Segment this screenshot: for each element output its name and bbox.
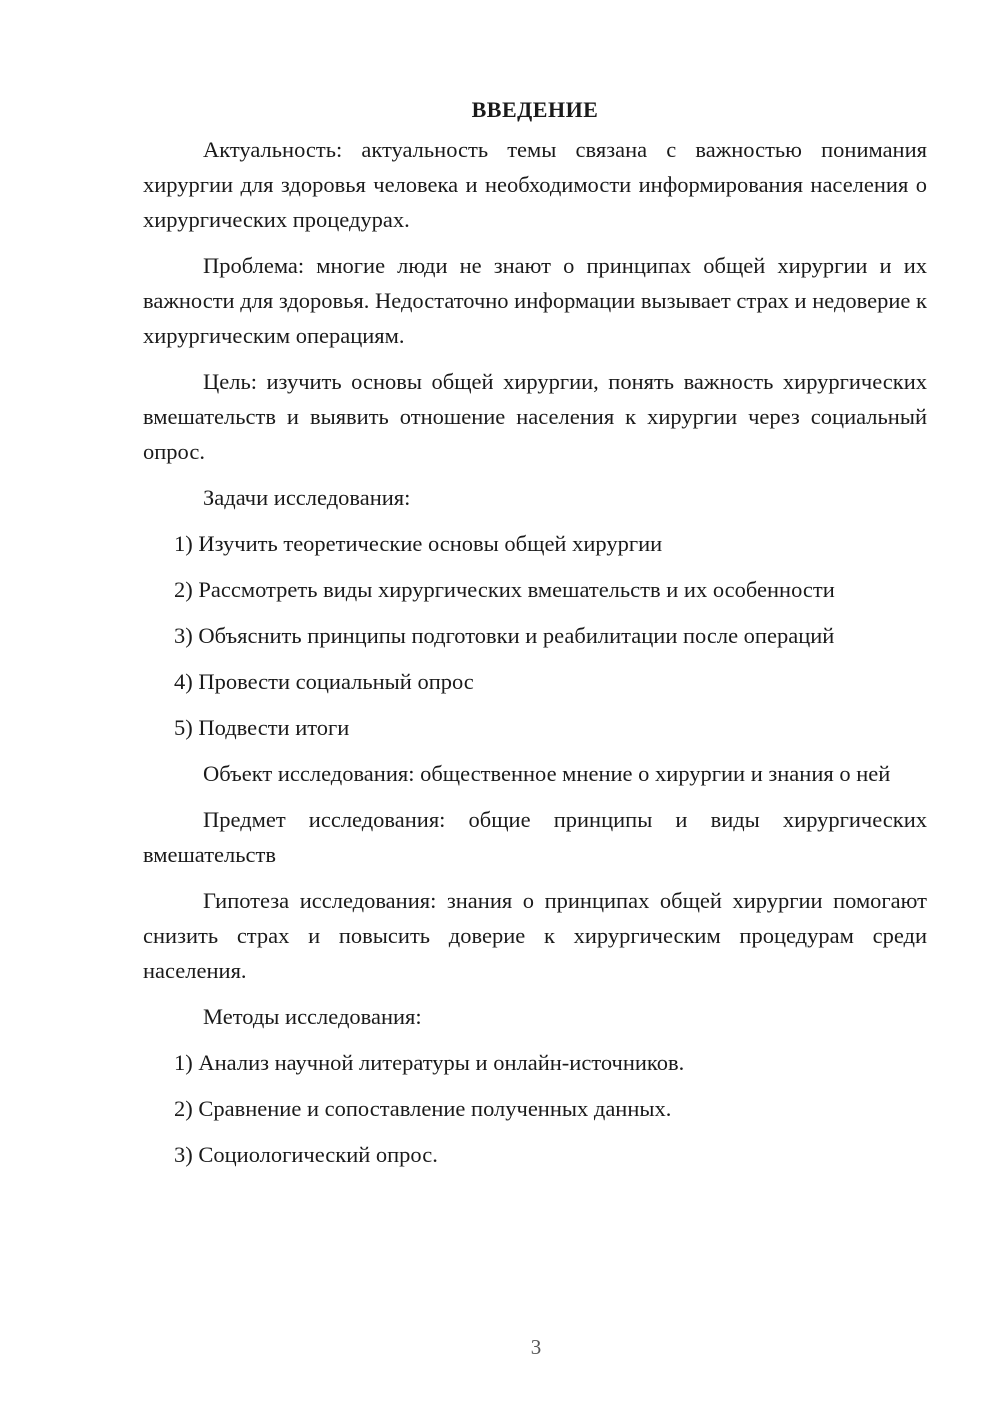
problem-paragraph: Проблема: многие люди не знают о принципах общей хирургии и их важности для здоровья. Недостаточно информации вызывает страх и недоверие к хирургическим операциям. xyxy=(143,253,927,348)
relevance-paragraph: Актуальность: актуальность темы связана с важностью понимания хирургии для здоровья человека и необходимости информирования населения о хирургических процедурах. xyxy=(143,137,927,232)
methods-list xyxy=(143,1045,927,1172)
research-object-paragraph: Объект исследования: общественное мнение о хирургии и знания о ней xyxy=(203,761,891,786)
tasks-list xyxy=(143,526,927,745)
task-item: 5) Подвести итоги xyxy=(174,715,350,740)
task-item: 3) Объяснить принципы подготовки и реабилитации после операций xyxy=(174,623,835,648)
method-item: 3) Социологический опрос. xyxy=(174,1142,438,1167)
document-page xyxy=(143,92,927,1183)
methods-label: Методы исследования: xyxy=(203,1004,422,1029)
method-item: 1) Анализ научной литературы и онлайн-источников. xyxy=(174,1050,685,1075)
hypothesis-paragraph: Гипотеза исследования: знания о принципах общей хирургии помогают снизить страх и повысить доверие к хирургическим процедурам среди населения. xyxy=(143,888,927,983)
method-item: 2) Сравнение и сопоставление полученных данных. xyxy=(174,1096,672,1121)
task-item: 4) Провести социальный опрос xyxy=(174,669,474,694)
research-subject-paragraph: Предмет исследования: общие принципы и виды хирургических вмешательств xyxy=(143,807,927,867)
page-title: ВВЕДЕНИЕ xyxy=(471,97,599,122)
task-item: 2) Рассмотреть виды хирургических вмешательств и их особенности xyxy=(174,577,835,602)
task-item: 1) Изучить теоретические основы общей хирургии xyxy=(174,531,663,556)
tasks-label: Задачи исследования: xyxy=(203,485,411,510)
page-number: 3 xyxy=(530,1335,542,1359)
goal-paragraph: Цель: изучить основы общей хирургии, понять важность хирургических вмешательств и выявить отношение населения к хирургии через социальный опрос. xyxy=(143,369,927,464)
